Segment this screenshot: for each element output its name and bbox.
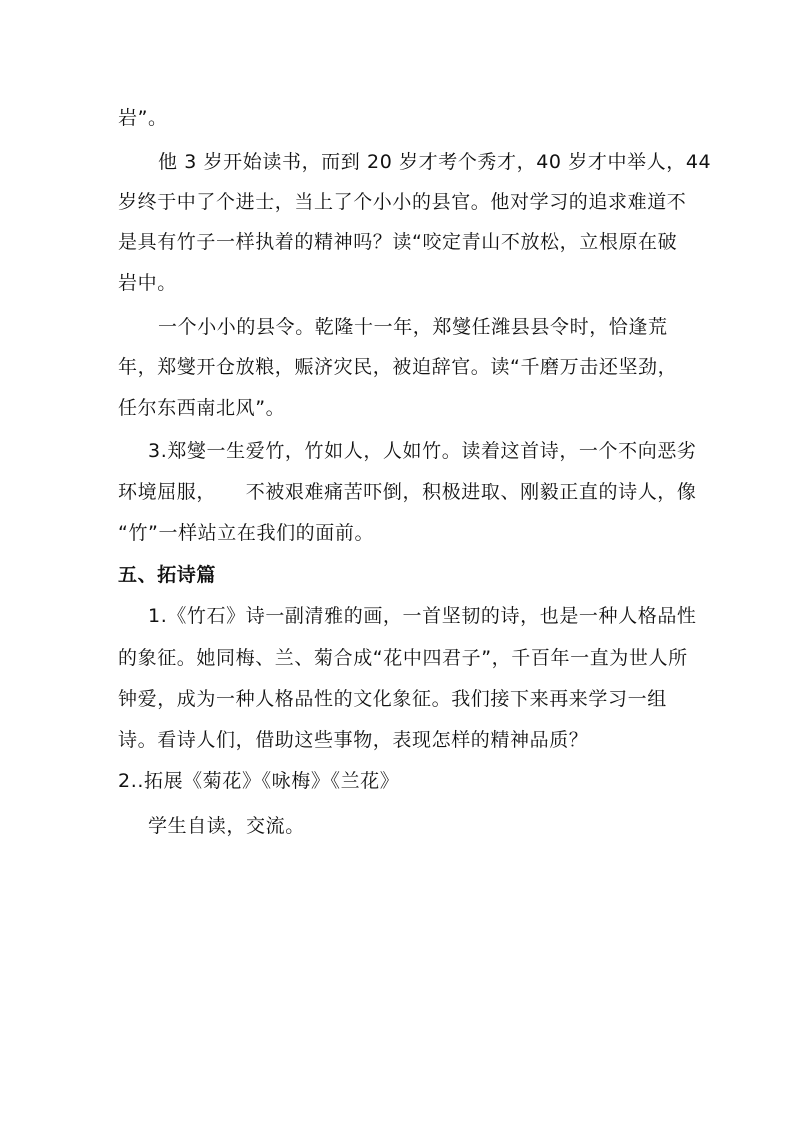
text-line-16: 2..拓展《菊花》《咏梅》《兰花》 (118, 770, 400, 792)
text-line-3: 岁终于中了个进士，当上了个小小的县官。他对学习的追求难道不 (118, 191, 687, 213)
text-line-10: 环境屈服， 不被艰难痛苦吓倒，积极进取、刚毅正直的诗人，像 (118, 481, 697, 503)
text-line-8: 任尔东西南北风”。 (118, 397, 286, 419)
text-line-12: 1.《竹石》诗一副清雅的画，一首坚韧的诗，也是一种人格品性 (148, 605, 697, 627)
text-line-17: 学生自读，交流。 (148, 815, 305, 837)
text-line-7: 年，郑燮开仓放粮，赈济灾民，被迫辞官。读“千磨万击还坚劲， (118, 356, 678, 378)
text-line-9: 3.郑燮一生爱竹，竹如人，人如竹。读着这首诗，一个不向恶劣 (148, 440, 697, 462)
text-line-6: 一个小小的县令。乾隆十一年，郑燮任潍县县令时，恰逢荒 (158, 316, 668, 338)
text-line-14: 钟爱，成为一种人格品性的文化象征。我们接下来再来学习一组 (118, 688, 667, 710)
text-line-13: 的象征。她同梅、兰、菊合成“花中四君子”，千百年一直为世人所 (118, 647, 688, 669)
text-line-15: 诗。看诗人们，借助这些事物，表现怎样的精神品质？ (118, 729, 589, 751)
text-line-11: “竹”一样站立在我们的面前。 (118, 522, 375, 544)
text-line-4: 是具有竹子一样执着的精神吗？读“咬定青山不放松，立根原在破 (118, 231, 678, 253)
text-line-1: 岩”。 (118, 107, 168, 129)
text-line-2: 他 3 岁开始读书，而到 20 岁才考个秀才，40 岁才中举人，44 (158, 151, 712, 173)
text-line-5: 岩中。 (118, 272, 177, 294)
section-heading: 五、拓诗篇 (118, 564, 217, 586)
